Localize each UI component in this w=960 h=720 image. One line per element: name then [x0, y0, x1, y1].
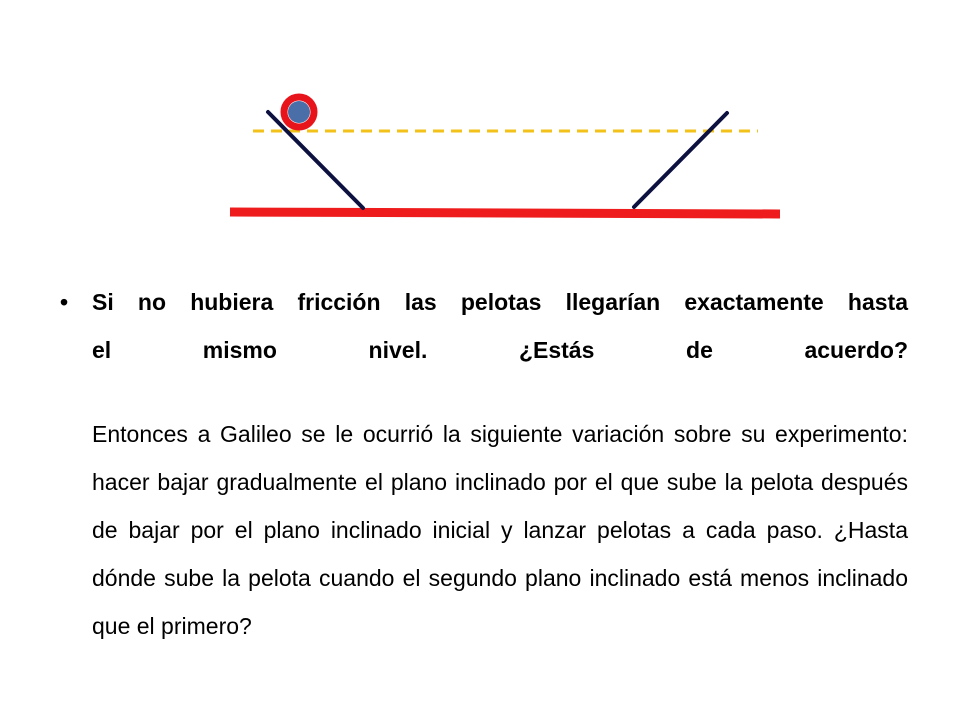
- ball: [284, 97, 314, 127]
- question-line-2: el mismo nivel. ¿Estás de acuerdo?: [92, 337, 908, 363]
- bullet-symbol: •: [60, 289, 69, 315]
- ball-fill: [288, 101, 310, 123]
- explanation-paragraph: Entonces a Galileo se le ocurrió la siguiente variación sobre su experimento: hacer bajar gradualmente el plano inclinado por el que sube la pelota después de bajar por el plano inclinado inicial y lanzar pelotas a cada paso. ¿Hasta dónde sube la pelota cuando el segundo plano inclinado está menos inclinado que el primero?: [92, 421, 908, 639]
- text-content: [60, 278, 908, 650]
- left-ramp: [268, 112, 363, 208]
- right-ramp: [634, 113, 727, 207]
- inclined-planes-diagram: [0, 0, 960, 250]
- ground-line: [230, 212, 780, 214]
- question-line-1: Si no hubiera fricción las pelotas llegarían exactamente hasta: [92, 289, 908, 315]
- bullet-item: [60, 278, 908, 374]
